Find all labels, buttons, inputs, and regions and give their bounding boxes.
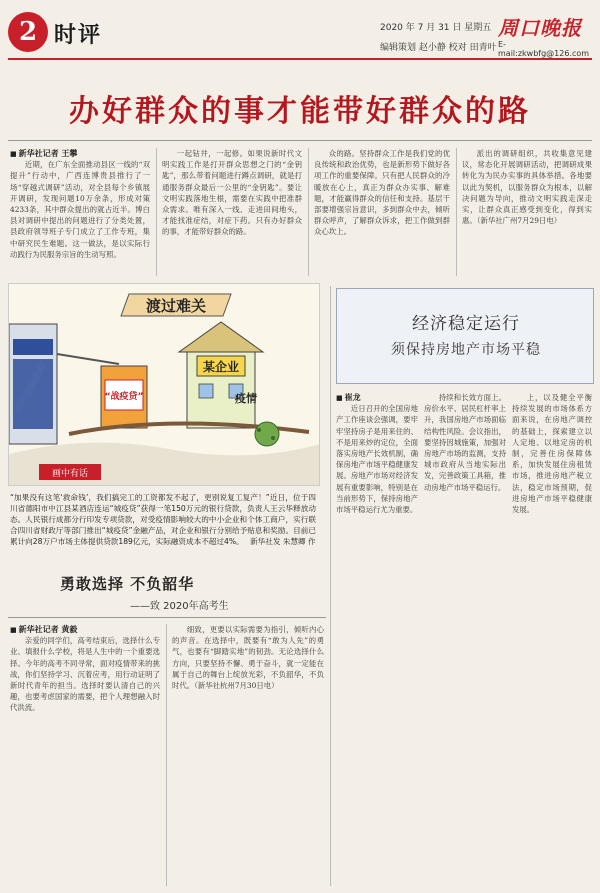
cartoon-credit: 新华社发 朱慧卿 作 (250, 537, 316, 546)
page-number-badge: 2 (8, 12, 48, 52)
page-header (8, 8, 592, 70)
editor-credits: 编辑策划 赵小静 校对 田青叶 (380, 43, 497, 53)
essay-byline: ■ 新华社记者 黄毅 (10, 624, 160, 635)
issue-date: 2020 年 7 月 31 日 星期五 (380, 23, 492, 33)
section-title: 时评 (54, 22, 103, 48)
masthead-logo: 周口晚报 (498, 16, 582, 40)
essay-subtitle: ——致 2020年高考生 (130, 601, 229, 612)
article1-column-1 (10, 148, 150, 276)
article1-text-1: 近期，在广东全面推动县区一线的“双提升”行动中，广西连博贵县推行了一场“穿越式调研”活动，对全县每个乡镇展开调研，发现问题10万余条，形成对策4233条，其中群众提出的就占近半。博白县对调研中提出的问题进行了分类处置，县政府领导班子专门成立了工作专班，集中研究民生难题。这一做法，是以实际行动践行为民服务宗旨的生动写照。 (10, 160, 150, 259)
column-divider (156, 148, 157, 276)
company-label: 某企业 (202, 360, 240, 374)
cartoon-sign: 画中有话 (51, 469, 89, 479)
article1-text-3: 众的路。坚持群众工作是我们党的优良传统和政治优势，也是新形势下做好各项工作的重要保障。只有把人民群众的冷暖放在心上，真正为群众办实事、解难题，才能赢得群众的信任和支持。基层干部要增强宗旨意识，多到群众中去，倾听群众呼声，了解群众诉求，把工作做到群众心坎上。 (314, 149, 450, 237)
economy-text-2: 持续和长效方面上。房价水平、居民杠杆率上升，我国房地产市场面临结构性风险。会议指出，要坚持因城施策，加强对房地产市场的监测，支持城市政府从当地实际出发，完善政策工具箱，推动房地产市场平稳运行。 (424, 393, 506, 492)
economy-column-3 (512, 392, 592, 882)
essay-rule (8, 617, 326, 618)
essay-column-2 (172, 624, 324, 886)
article1-byline: ■ 新华社记者 王攀 (10, 148, 150, 159)
article1-column-2 (162, 148, 302, 276)
economy-title-line-2: 须保持房地产市场平稳 (391, 342, 541, 358)
cartoon-caption-text: “加果没有这笔‘救命钱’，我们搞完工的工资都发不起了，更别说复工复产！”近日，位于四川省德阳市中江县某酒店连运“城疫贷”获得一笔150万元的银行贷款，负责人王云华释放动态。人民银行成都分行印发专项贷款，对受疫情影响较大的中小企业和个体工商户，实行联合四川省财政厅等部门推出“城疫贷”金融产品，对企业和银行分别给予贴息和奖励。目前已累计向28万户市场主体提供贷款189亿元，实际融资成本不超过4%。 (10, 493, 316, 546)
essay-column-1 (10, 624, 160, 886)
header-rule (8, 58, 592, 60)
column-divider (456, 148, 457, 276)
column-divider (308, 148, 309, 276)
loan-label: “战疫贷” (104, 392, 144, 402)
column-divider (330, 286, 331, 886)
economy-column-2 (424, 392, 506, 882)
article1-column-3 (314, 148, 450, 276)
headline-rule (8, 140, 592, 141)
article1-column-4 (462, 148, 592, 276)
epidemic-label: 疫情 (235, 392, 257, 405)
cartoon-title: 渡过难关 (145, 297, 207, 315)
essay-text-2: 细致，更要以实际需要为指引，倾听内心的声音。在选择中，既要有“敢为人先”的勇气，也要有“脚踏实地”的韧劲。无论选择什么方向，只要坚持不懈、勇于奋斗，就一定能在属于自己的舞台上绽放光彩，不负韶华，不负时代。（新华社杭州7月30日电） (172, 625, 324, 691)
contact-email: E-mail:zkwbfg@126.com (498, 40, 590, 58)
economy-text-1: 近日召开的全国房地产工作座谈会强调，要牢牢坚持房子是用来住的、不是用来炒的定位，全面落实房地产长效机制，确保房地产市场平稳健康发展。房地产市场对经济发展有重要影响，特别是在当前形势下，保持房地产市场平稳运行尤为重要。 (336, 404, 418, 515)
article1-text-2: 一起钻井，一起修。如果说新时代文明实践工作是打开群众思想之门的“金钥匙”，那么带着问题进行蹲点调研，就是打通服务群众最后一公里的“金钥匙”。要让文明实践落地生根，需要在实践中把准群众需求。唯有深入一线、走进田间地头，才能找准症结，对症下药。只有办好群众的事，才能带好群众的路。 (162, 149, 302, 237)
main-headline: 办好群众的事才能带好群众的路 (69, 94, 531, 129)
economy-title-line-1: 经济稳定运行 (412, 314, 520, 334)
economy-title-box (336, 288, 594, 384)
editorial-cartoon (8, 283, 320, 486)
economy-text-3: 上，以及健全平衡持续发展的市场体系方面来说，在房地产调控的基础上，探索建立以人定地、以地定房的机制，完善住房保障体系，加快发展住房租赁市场，推进房地产税立法，稳定市场预期，促进房地产市场平稳健康发展。 (512, 393, 592, 515)
essay-text-1: 亲爱的同学们，高考结束后，选择什么专业、填报什么学校，将是人生中的一个重要选择。今年的高考不同寻常，面对疫情带来的挑战，你们坚持学习、沉着应考，用行动证明了新时代青年的担当。选择时要认清自己的兴趣，也要考虑国家的需要，把个人理想融入时代洪流。 (10, 636, 160, 713)
cartoon-illustration (9, 284, 320, 486)
column-divider (166, 624, 167, 886)
essay-title: 勇敢选择 不负韶华 (60, 575, 195, 593)
cartoon-caption (10, 492, 316, 547)
economy-column-1 (336, 392, 418, 882)
article1-text-4: 派出的调研组织，共收集意见建议，常态化开展调研活动，把调研成果转化为为民办实事的具体举措。各地要以此为契机，以服务群众为根本，以解决问题为导向，推动文明实践走深走实，让群众真正感受到变化，得到实惠。（新华社广州7月29日电） (462, 149, 592, 226)
economy-byline: ■ 崔龙 (336, 392, 418, 403)
